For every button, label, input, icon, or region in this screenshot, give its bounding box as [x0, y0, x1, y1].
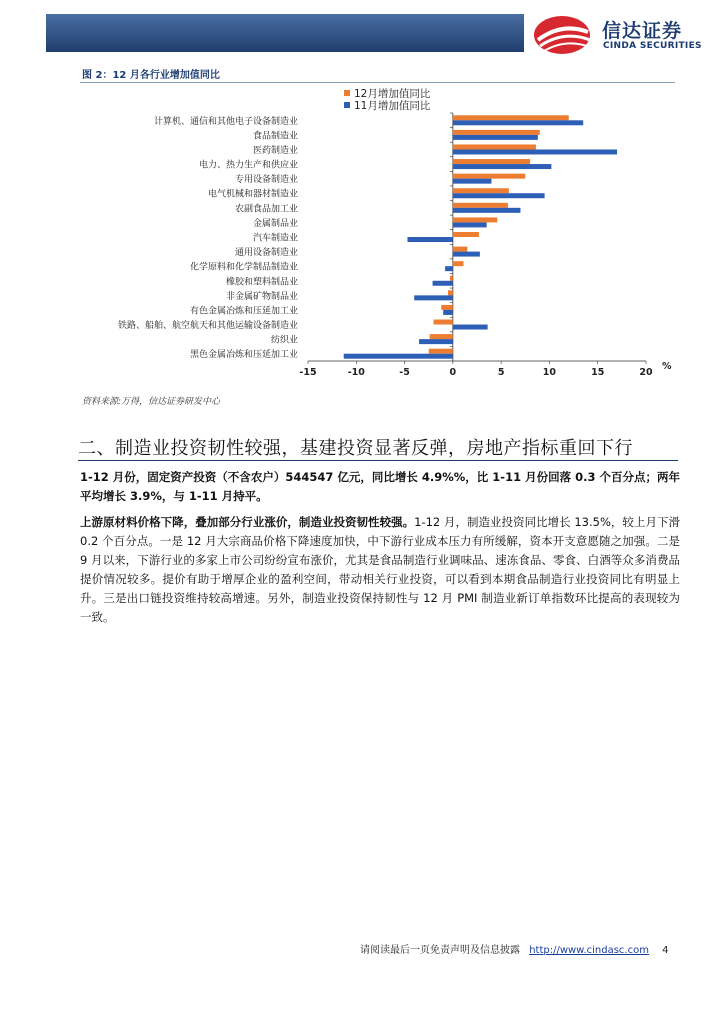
- logo-text-cn: 信达证券: [602, 20, 683, 42]
- category-label: 食品制造业: [252, 131, 298, 142]
- bar-dec: [453, 232, 479, 237]
- bar-nov: [445, 266, 453, 271]
- bar-dec: [434, 320, 453, 325]
- category-label: 黑色金属冶炼和压延加工业: [189, 350, 298, 361]
- category-label: 专用设备制造业: [234, 175, 298, 186]
- bar-dec: [453, 261, 464, 266]
- bar-nov: [344, 354, 453, 359]
- category-label: 通用设备制造业: [234, 248, 298, 259]
- logo-mark-icon: [532, 14, 596, 56]
- section-heading: 二、制造业投资韧性较强，基建投资显著反弹，房地产指标重回下行: [78, 438, 633, 459]
- legend-swatch-2: [344, 102, 350, 108]
- paragraph-manufacturing-body: 1-12 月，制造业投资同比增长 13.5%，较上月下滑 0.2 个百分点。一是 12 月大宗商品价格下降速度加快，中下游行业成本压力有所缓解，资本开支意愿随之加强。二是 9 月以来，下游行业的多家上市公司纷纷宣布涨价，尤其是食品制造行业调味品、速冻食品、零食、白酒等众多消费品提价情况较多。提价有助于增厚企业的盈利空间，带动相关行业投资，可以看到本期食品制造行业投资同比有明显上升。三是出口链投资维持较高增速。另外，制造业投资保持韧性与 12 月 PMI 制造业新订单指数环比提高的表现较为一致。: [80, 515, 680, 624]
- x-tick-label: 0: [449, 367, 457, 378]
- bar-nov: [407, 237, 452, 242]
- bar-nov: [453, 149, 617, 154]
- bar-nov: [453, 193, 545, 198]
- legend-swatch-1: [344, 90, 350, 96]
- paragraph-manufacturing: [80, 513, 680, 627]
- x-tick-label: 10: [542, 367, 557, 378]
- category-label: 医药制造业: [252, 145, 298, 156]
- category-label: 农副食品加工业: [234, 204, 298, 215]
- page-footer: [360, 941, 669, 956]
- bar-nov: [433, 281, 453, 286]
- bar-nov: [453, 252, 480, 257]
- bar-dec: [453, 144, 536, 149]
- x-tick-label: -5: [399, 367, 410, 378]
- bar-nov: [453, 120, 583, 125]
- figure-source: 资料来源:万得，信达证券研发中心: [82, 397, 221, 407]
- industry-value-added-chart: [60, 84, 680, 384]
- category-label: 橡胶和塑料制品业: [225, 277, 298, 288]
- bar-nov: [443, 310, 453, 315]
- paragraph-fixed-asset: [80, 468, 680, 506]
- bar-dec: [453, 174, 525, 179]
- bar-dec: [448, 290, 453, 295]
- x-tick-label: 5: [497, 367, 505, 378]
- bar-nov: [453, 135, 538, 140]
- x-tick-label: -15: [299, 367, 317, 378]
- bar-dec: [441, 305, 453, 310]
- x-tick-label: 20: [639, 367, 653, 378]
- bar-dec: [453, 203, 508, 208]
- category-label: 有色金属冶炼和压延加工业: [189, 306, 298, 317]
- bar-dec: [430, 334, 453, 339]
- bar-dec: [453, 247, 467, 252]
- bar-dec: [453, 115, 569, 120]
- bar-nov: [453, 179, 492, 184]
- bar-nov: [453, 164, 552, 169]
- x-unit-label: %: [662, 361, 672, 372]
- bar-dec: [453, 217, 497, 222]
- logo-text-en: CINDA SECURITIES: [603, 41, 702, 51]
- bar-nov: [453, 208, 521, 213]
- bar-dec: [429, 349, 453, 354]
- footer-website-link[interactable]: http://www.cindasc.com: [529, 945, 649, 956]
- category-label: 非金属矿物制品业: [225, 291, 298, 302]
- bar-dec: [453, 130, 540, 135]
- category-label: 计算机、通信和其他电子设备制造业: [153, 116, 298, 127]
- page-number: 4: [662, 945, 669, 956]
- bar-nov: [419, 339, 453, 344]
- figure-divider: [80, 82, 675, 83]
- category-label: 化学原料和化学制品制造业: [189, 262, 298, 273]
- bar-dec: [450, 276, 453, 281]
- category-label: 金属制品业: [252, 218, 298, 229]
- section-divider: [78, 460, 678, 461]
- paragraph-manufacturing-lead: 上游原材料价格下降，叠加部分行业涨价，制造业投资韧性较强。: [80, 515, 415, 529]
- category-label: 铁路、船舶、航空航天和其他运输设备制造业: [117, 321, 298, 332]
- category-label: 电气机械和器材制造业: [207, 189, 298, 200]
- x-tick-label: -10: [347, 367, 365, 378]
- category-label: 汽车制造业: [252, 233, 298, 244]
- bar-nov: [453, 325, 488, 330]
- legend-label-2: 11月增加值同比: [354, 100, 431, 112]
- footer-disclaimer: 请阅读最后一页免责声明及信息披露: [360, 945, 520, 956]
- bar-nov: [414, 295, 453, 300]
- header-banner: [46, 14, 524, 52]
- category-label: 纺织业: [270, 335, 298, 346]
- bar-nov: [453, 222, 487, 227]
- bar-dec: [453, 159, 530, 164]
- legend-label-1: 12月增加值同比: [354, 88, 431, 100]
- bar-dec: [453, 188, 509, 193]
- paragraph-fixed-asset-text: 1-12 月份，固定资产投资（不含农户）544547 亿元，同比增长 4.9%%，比 1-11 月份回落 0.3 个百分点；两年平均增长 3.9%，与 1-11 月持平。: [80, 470, 680, 503]
- category-label: 电力、热力生产和供应业: [198, 160, 298, 171]
- company-logo: [532, 14, 712, 56]
- figure-title: 图 2：12 月各行业增加值同比: [82, 70, 220, 81]
- x-tick-label: 15: [591, 367, 605, 378]
